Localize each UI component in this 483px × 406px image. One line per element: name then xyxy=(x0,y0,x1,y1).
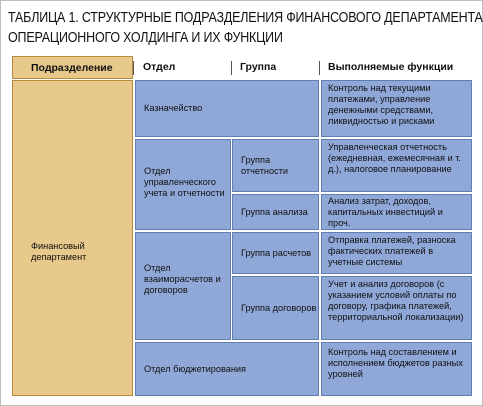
department-cell-settlements xyxy=(135,232,231,340)
function-text: Контроль над текущими платежами, управление денежными средствами, ликвидностью и рисками xyxy=(328,83,435,126)
division-label: Финансовый департамент xyxy=(31,241,87,262)
department-cell-management-accounting xyxy=(135,139,231,230)
group-cell-reporting xyxy=(232,139,319,192)
header-division: Подразделение xyxy=(12,56,133,79)
group-cell-analysis xyxy=(232,194,319,230)
department-cell-treasury xyxy=(135,80,319,137)
group-cell-contracts xyxy=(232,276,319,340)
function-text: Анализ затрат, доходов, капитальных инвестиций и проч. xyxy=(328,195,443,228)
group-label: Группа отчетности xyxy=(241,154,289,176)
title-line-2: ОПЕРАЦИОННОГО ХОЛДИНГА И ИХ ФУНКЦИИ xyxy=(8,30,283,46)
department-label: Отдел взаиморасчетов и договоров xyxy=(144,263,221,295)
function-text: Управленческая отчетность (ежедневная, ежемесячная и т. д.), налоговое планирование xyxy=(328,142,461,174)
function-cell xyxy=(321,232,472,274)
function-text: Учет и анализ договоров (с указанием условий оплаты по договору, графика платежей, территориальной локализации) xyxy=(328,279,464,322)
department-label: Отдел бюджетирования xyxy=(144,363,247,374)
function-text: Контроль над составлением и исполнением бюджетов разных уровней xyxy=(328,347,463,379)
header-separator xyxy=(133,61,134,75)
header-functions: Выполняемые функции xyxy=(328,61,454,73)
function-cell xyxy=(321,194,472,230)
title-line-1: ТАБЛИЦА 1. СТРУКТУРНЫЕ ПОДРАЗДЕЛЕНИЯ ФИНАНСОВОГО ДЕПАРТАМЕНТА xyxy=(8,10,483,26)
group-label: Группа договоров xyxy=(241,302,317,313)
division-cell xyxy=(12,80,133,396)
group-cell-payments xyxy=(232,232,319,274)
group-label: Группа расчетов xyxy=(241,247,312,258)
group-label: Группа анализа xyxy=(241,206,308,217)
function-cell xyxy=(321,80,472,137)
function-cell xyxy=(321,342,472,396)
function-cell xyxy=(321,276,472,340)
department-cell-budgeting xyxy=(135,342,319,396)
header-department: Отдел xyxy=(143,61,176,73)
function-text: Отправка платежей, разноска фактических платежей в учетные системы xyxy=(328,235,456,267)
table-title xyxy=(8,8,483,48)
function-cell xyxy=(321,139,472,192)
department-label: Казначейство xyxy=(144,103,203,113)
header-group: Группа xyxy=(240,61,277,73)
department-label: Отдел управленческого учета и отчетности xyxy=(144,166,225,198)
